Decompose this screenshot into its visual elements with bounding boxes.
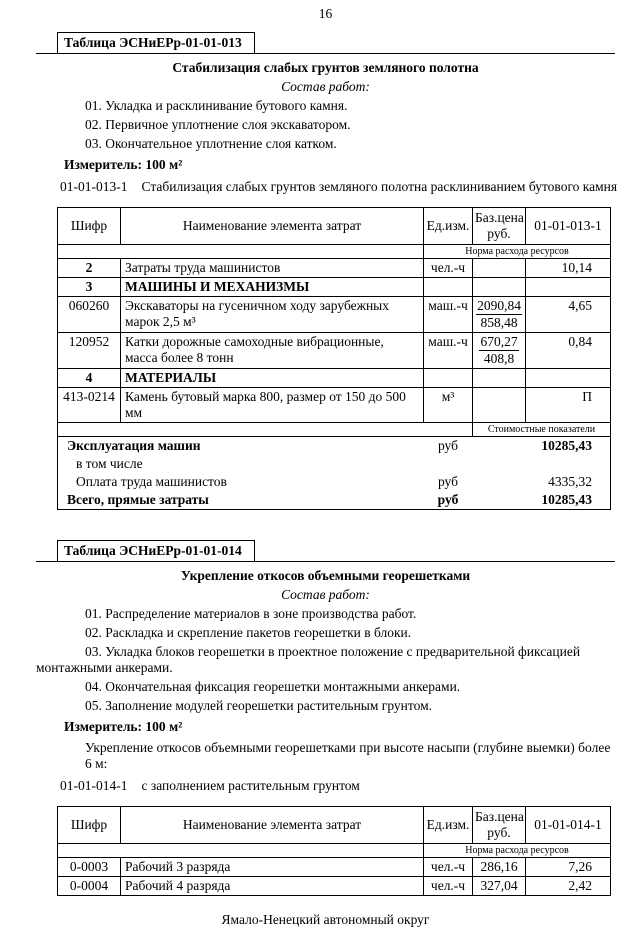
work-item: 02. Раскладка и скрепление пакетов георешетки в блоки. (85, 625, 412, 640)
table-label-014: Таблица ЭСНиЕРр-01-01-014 (57, 540, 255, 561)
cell-code: 4 (58, 369, 121, 388)
table-label-row (36, 540, 615, 562)
work-item: 05. Заполнение модулей георешетки растительным грунтом. (85, 698, 433, 713)
section-title: Стабилизация слабых грунтов земляного полотна (172, 60, 479, 75)
norm-item-desc: с заполнением растительным грунтом (141, 778, 360, 793)
subheader-row (58, 844, 611, 858)
cell-value: П (526, 388, 611, 423)
cell-unit: чел.-ч (424, 858, 473, 877)
table-header-row (58, 807, 611, 844)
measure-label: Измеритель: 100 м² (64, 157, 183, 172)
cell-name: Экскаваторы на гусеничном ходу зарубежных марок 2,5 м³ (121, 297, 424, 333)
norm-table-014 (57, 806, 611, 896)
cell-price: 327,04 (473, 877, 526, 896)
work-item: 03. Окончательное уплотнение слоя катком. (85, 136, 337, 151)
cell-price (473, 388, 526, 423)
cell-name: Рабочий 3 разряда (121, 858, 424, 877)
cost-unit: руб (437, 474, 458, 489)
works-heading: Состав работ: (281, 587, 370, 602)
norm-subheader: Норма расхода ресурсов (424, 245, 611, 259)
table-row (58, 877, 611, 896)
cell-code: 413-0214 (58, 388, 121, 423)
cell-value: 7,26 (526, 858, 611, 877)
cell-name: МАТЕРИАЛЫ (121, 369, 424, 388)
norm-item-code: 01-01-013-1 (60, 179, 128, 194)
cell-price: 286,16 (473, 858, 526, 877)
cell-price (473, 369, 526, 388)
cell-code: 0-0003 (58, 858, 121, 877)
table-row (58, 369, 611, 388)
empty-cell (58, 245, 424, 259)
norm-item-line (36, 179, 618, 195)
col-header-name: Наименование элемента затрат (121, 208, 424, 245)
col-header-price: Баз.цена руб. (473, 807, 526, 844)
cell-code: 060260 (58, 297, 121, 333)
section-014 (36, 540, 615, 896)
cost-value: 10285,43 (473, 437, 611, 456)
cell-unit: маш.-ч (424, 297, 473, 333)
cell-name: Катки дорожные самоходные вибрационные, масса более 8 тонн (121, 333, 424, 369)
cell-value: 2,42 (526, 877, 611, 896)
cell-unit (424, 369, 473, 388)
cell-value (526, 278, 611, 297)
measure-label: Измеритель: 100 м² (64, 719, 183, 734)
section-title: Укрепление откосов объемными георешетками (180, 568, 471, 583)
cell-code: 0-0004 (58, 877, 121, 896)
table-label-013: Таблица ЭСНиЕРр-01-01-013 (57, 32, 255, 53)
cell-unit: м³ (424, 388, 473, 423)
table-row (58, 333, 611, 369)
cell-value: 10,14 (526, 259, 611, 278)
cost-value: 10285,43 (473, 491, 611, 510)
cell-code: 120952 (58, 333, 121, 369)
table-row (58, 297, 611, 333)
table-row (58, 259, 611, 278)
col-header-code: Шифр (58, 807, 121, 844)
cost-name: Всего, прямые затраты (58, 491, 424, 510)
subheader-row (58, 245, 611, 259)
cell-price (473, 278, 526, 297)
work-item: 01. Укладка и расклинивание бутового камня. (85, 98, 348, 113)
cost-value (473, 455, 611, 473)
work-item: 03. Укладка блоков георешетки в проектное положение с предварительной фиксацией монтажными анкерами. (36, 644, 581, 675)
table-row (58, 858, 611, 877)
page-number: 16 (318, 6, 333, 21)
col-header-name: Наименование элемента затрат (121, 807, 424, 844)
cell-unit: чел.-ч (424, 259, 473, 278)
table-row (58, 278, 611, 297)
application-note: Укрепление откосов объемными георешетками при высоте насыпи (глубине выемки) более 6 м: (85, 740, 611, 771)
cell-unit: маш.-ч (424, 333, 473, 369)
norm-subheader: Норма расхода ресурсов (424, 844, 611, 858)
col-header-code: Шифр (58, 208, 121, 245)
cell-name: Рабочий 4 разряда (121, 877, 424, 896)
cost-name: в том числе (58, 455, 424, 473)
section-013 (36, 32, 618, 510)
cost-name: Оплата труда машинистов (58, 473, 424, 491)
col-header-unit: Ед.изм. (424, 208, 473, 245)
empty-cell (58, 844, 424, 858)
table-row (58, 388, 611, 423)
cell-code: 2 (58, 259, 121, 278)
empty-cell (58, 423, 473, 437)
cost-row (58, 437, 611, 456)
works-heading: Состав работ: (281, 79, 370, 94)
cost-unit: руб (437, 438, 458, 453)
cost-row (58, 473, 611, 491)
cell-name: Затраты труда машинистов (121, 259, 424, 278)
cell-price (473, 259, 526, 278)
norm-item-code: 01-01-014-1 (60, 778, 128, 793)
cost-unit (424, 455, 473, 473)
table-label-row (36, 32, 615, 54)
cell-name: Камень бутовый марка 800, размер от 150 до 500 мм (121, 388, 424, 423)
cell-price: 670,27 408,8 (473, 333, 526, 369)
cell-value: 0,84 (526, 333, 611, 369)
cost-name: Эксплуатация машин (58, 437, 424, 456)
work-item: 04. Окончательная фиксация георешетки монтажными анкерами. (85, 679, 461, 694)
cell-price: 2090,84 858,48 (473, 297, 526, 333)
cost-subheader: Стоимостные показатели (473, 423, 611, 437)
col-header-unit: Ед.изм. (424, 807, 473, 844)
norm-item-line (36, 778, 615, 794)
work-item: 02. Первичное уплотнение слоя экскаватором. (85, 117, 351, 132)
cell-value: 4,65 (526, 297, 611, 333)
norm-table-013 (57, 207, 611, 510)
cell-unit (424, 278, 473, 297)
cell-value (526, 369, 611, 388)
cell-code: 3 (58, 278, 121, 297)
cost-row (58, 491, 611, 510)
page-footer: Ямало-Ненецкий автономный округ (221, 912, 430, 927)
norm-item-desc: Стабилизация слабых грунтов земляного полотна расклиниванием бутового камня (141, 179, 618, 194)
col-header-norm: 01-01-013-1 (526, 208, 611, 245)
cost-row (58, 455, 611, 473)
table-header-row (58, 208, 611, 245)
subheader-row (58, 423, 611, 437)
cell-name: МАШИНЫ И МЕХАНИЗМЫ (121, 278, 424, 297)
cell-unit: чел.-ч (424, 877, 473, 896)
cost-value: 4335,32 (473, 473, 611, 491)
col-header-norm: 01-01-014-1 (526, 807, 611, 844)
work-item: 01. Распределение материалов в зоне производства работ. (85, 606, 417, 621)
col-header-price: Баз.цена руб. (473, 208, 526, 245)
cost-unit: руб (424, 491, 473, 510)
